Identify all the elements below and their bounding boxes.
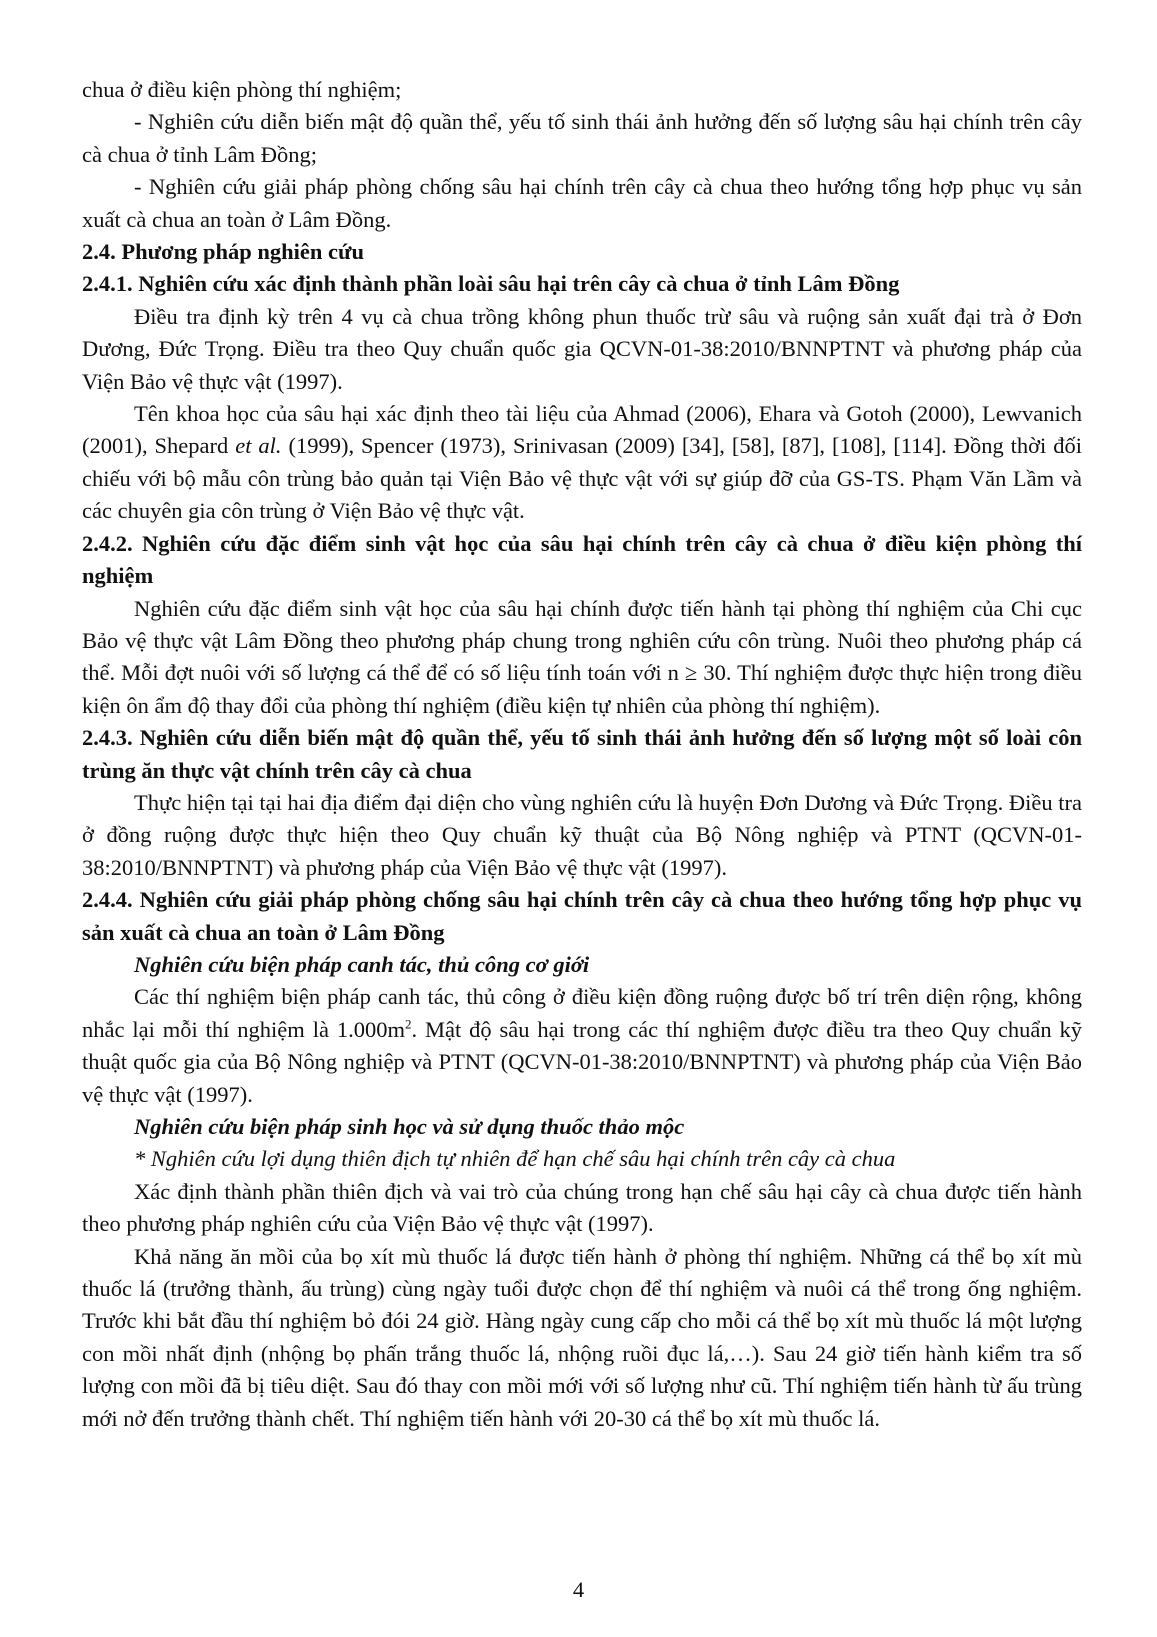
subheading-biological-method: Nghiên cứu biện pháp sinh học và sử dụng thuốc thảo mộc — [134, 1114, 685, 1139]
subsection-heading-2-4-1: 2.4.1. Nghiên cứu xác định thành phần loài sâu hại trên cây cà chua ở tỉnh Lâm Đồng — [82, 271, 900, 297]
text-segment: Các thí nghiệm biện pháp canh tác, thủ công ở điều kiện đồng ruộng được bố trí trên diện rộng, không nhắc lại mỗi thí nghiệm là 1.000m — [82, 984, 1082, 1042]
page-number: 4 — [572, 1577, 585, 1602]
paragraph-cultivation-experiments — [82, 981, 1082, 1111]
subheading-natural-enemies: * Nghiên cứu lợi dụng thiên địch tự nhiên để hạn chế sâu hại chính trên cây cà chua — [134, 1146, 896, 1172]
text-etal: et al. — [235, 433, 282, 459]
paragraph-survey-method: Điều tra định kỳ trên 4 vụ cà chua trồng không phun thuốc trừ sâu và ruộng sản xuất đại trà ở Đơn Dương, Đức Trọng. Điều tra theo Quy chuẩn quốc gia QCVN-01-38:2010/BNNPTNT và phương pháp của Viện Bảo vệ thực vật (1997). — [82, 303, 1082, 394]
paragraph-scientific-names — [82, 398, 1082, 528]
paragraph-natural-enemies: Xác định thành phần thiên địch và vai trò của chúng trong hạn chế sâu hại cây cà chua được tiến hành theo phương pháp nghiên cứu của Viện Bảo vệ thực vật (1997). — [82, 1178, 1082, 1237]
text-segment: Tên khoa học của sâu hại xác định theo tài liệu của Ahmad (2006), Ehara và Gotoh (2000), Lewvanich (2001), Shepard — [82, 401, 1082, 459]
paragraph-field-survey: Thực hiện tại tại hai địa điểm đại diện cho vùng nghiên cứu là huyện Đơn Dương và Đức Trọng. Điều tra ở đồng ruộng được thực hiện theo Quy chuẩn kỹ thuật của Bộ Nông nghiệp và PTNT (QCVN-01-38:2010/BNNPTNT) và phương pháp của Viện Bảo vệ thực vật (1997). — [82, 789, 1082, 880]
text-segment: . Mật độ sâu hại trong các thí nghiệm được điều tra theo Quy chuẩn kỹ thuật quốc gia của Bộ Nông nghiệp và PTNT (QCVN-01-38:2010/BNNPTNT) và phương pháp của Viện Bảo vệ thực vật (1997). — [82, 1016, 1082, 1107]
paragraph-continuation: chua ở điều kiện phòng thí nghiệm; — [82, 77, 402, 102]
superscript: 2 — [404, 1016, 412, 1032]
section-heading-2-4: 2.4. Phương pháp nghiên cứu — [82, 239, 365, 265]
subsection-heading-2-4-3: 2.4.3. Nghiên cứu diễn biến mật độ quần thể, yếu tố sinh thái ảnh hưởng đến số lượng một số loài côn trùng ăn thực vật chính trên cây cà chua — [82, 725, 1082, 783]
subheading-cultivation-method: Nghiên cứu biện pháp canh tác, thủ công cơ giới — [134, 951, 590, 977]
list-item-control-solutions: - Nghiên cứu giải pháp phòng chống sâu hại chính trên cây cà chua theo hướng tổng hợp phục vụ sản xuất cà chua an toàn ở Lâm Đồng. — [82, 174, 1082, 232]
paragraph-biology-study: Nghiên cứu đặc điểm sinh vật học của sâu hại chính được tiến hành tại phòng thí nghiệm của Chi cục Bảo vệ thực vật Lâm Đồng theo phương pháp chung trong nghiên cứu côn trùng. Nuôi theo phương pháp cá thể. Mỗi đợt nuôi với số lượng cá thể để có số liệu tính toán với n ≥ 30. Thí nghiệm được thực hiện trong điều kiện ôn ẩm độ thay đổi của phòng thí nghiệm (điều kiện tự nhiên của phòng thí nghiệm). — [82, 595, 1082, 718]
text-segment: (1999), Spencer (1973), Srinivasan (2009) [34], [58], [87], [108], [114]. Đồng thời đối chiếu với bộ mẫu côn trùng bảo quản tại Viện Bảo vệ thực vật với sự giúp đỡ của GS-TS. Phạm Văn Lầm và các chuyên gia côn trùng ở Viện Bảo vệ thực vật. — [82, 433, 1082, 524]
subsection-heading-2-4-2: 2.4.2. Nghiên cứu đặc điểm sinh vật học của sâu hại chính trên cây cà chua ở điều kiện phòng thí nghiệm — [82, 530, 1082, 589]
paragraph-predation-experiment: Khả năng ăn mồi của bọ xít mù thuốc lá được tiến hành ở phòng thí nghiệm. Những cá thể bọ xít mù thuốc lá (trưởng thành, ấu trùng) cùng ngày tuổi được chọn để thí nghiệm và nuôi cá thể trong ống nghiệm. Trước khi bắt đầu thí nghiệm bỏ đói 24 giờ. Hàng ngày cung cấp cho mỗi cá thể bọ xít mù thuốc lá một lượng con mồi nhất định (nhộng bọ phấn trắng thuốc lá, nhộng ruồi đục lá,…). Sau 24 giờ tiến hành kiểm tra số lượng con mồi đã bị tiêu diệt. Sau đó thay con mồi mới với số lượng như cũ. Thí nghiệm tiến hành từ ấu trùng mới nở đến trưởng thành chết. Thí nghiệm tiến hành với 20-30 cá thể bọ xít mù thuốc lá. — [82, 1243, 1082, 1431]
subsection-heading-2-4-4: 2.4.4. Nghiên cứu giải pháp phòng chống sâu hại chính trên cây cà chua theo hướng tổng hợp phục vụ sản xuất cà chua an toàn ở Lâm Đồng — [82, 887, 1082, 945]
list-item-population-dynamics: - Nghiên cứu diễn biến mật độ quần thể, yếu tố sinh thái ảnh hưởng đến số lượng sâu hại chính trên cây cà chua ở tỉnh Lâm Đồng; — [82, 109, 1082, 167]
